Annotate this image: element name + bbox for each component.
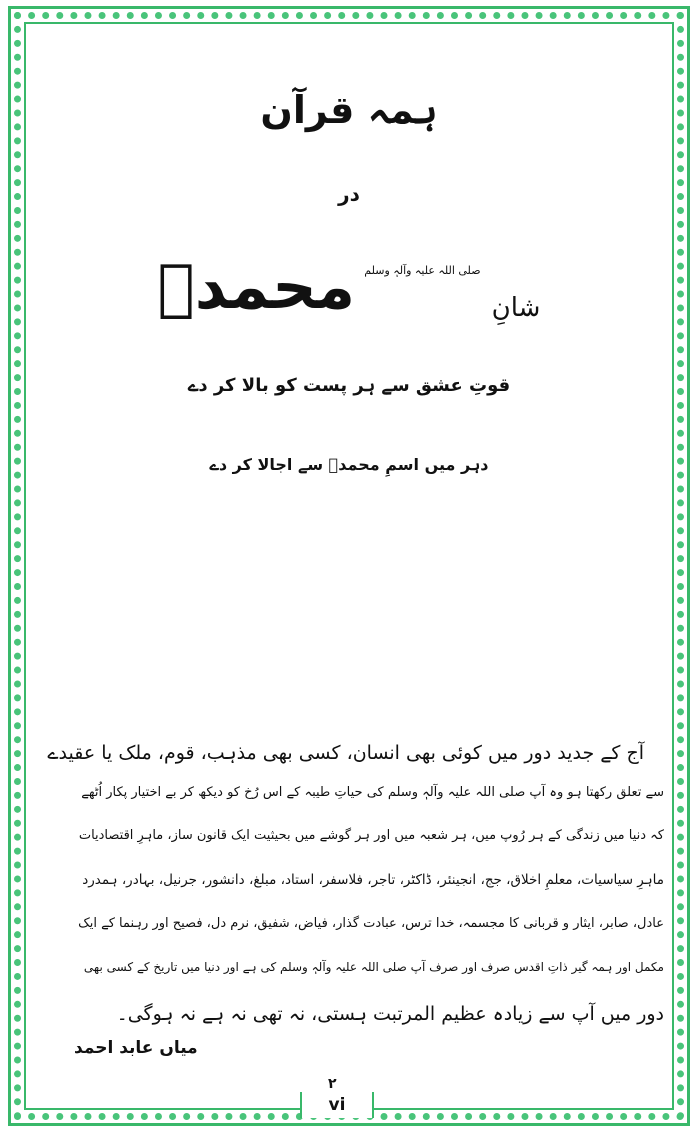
page-mark: ۲ — [328, 1076, 337, 1092]
paragraph-line: ماہرِ سیاسیات، معلمِ اخلاق، جج، انجینئر، ڈاکٹر، تاجر، فلاسفر، استاد، مبلغ، دانشور، جرنیل، بہادر، ہمدرد — [82, 872, 664, 888]
title-heading: ہمہ قرآن — [260, 88, 438, 132]
title-name-line — [34, 250, 664, 340]
page-number: vi — [300, 1092, 374, 1118]
paragraph-line: مکمل اور ہمہ گیر ذاتِ اقدس صرف اور صرف آپ صلی اللہ علیہ وآلہٖ وسلم کی ہے اور دنیا میں تاریخ کے کسی بھی — [83, 960, 664, 974]
paragraph-line: عادل، صابر، ایثار و قربانی کا مجسمہ، خدا ترس، عبادت گذار، فیاض، شفیق، نرم دل، فصیح اور رہنما کے ایک — [78, 916, 664, 931]
paragraph-line: دور میں آپ سے زیادہ عظیم المرتبت ہستی، نہ تھی نہ ہے نہ ہوگی۔ — [116, 1003, 664, 1025]
couplet-line-1: قوتِ عشق سے ہر پست کو بالا کر دے — [187, 375, 511, 396]
title-name: محمدؐ — [157, 250, 356, 323]
couplet-line-2: دہر میں اسمِ محمدؐ سے اجالا کر دے — [209, 455, 489, 474]
page-content — [34, 30, 664, 1100]
shan-prefix: شانِ — [491, 293, 541, 323]
paragraph-line: آج کے جدید دور میں کوئی بھی انسان، کسی بھی مذہب، قوم، ملک یا عقیدے — [47, 742, 644, 764]
paragraph-line: کہ دنیا میں زندگی کے ہر رُوپ میں، ہر شعبہ میں اور ہر گوشے میں بحیثیت ایک قانون ساز، ماہرِ اقتصادیات — [78, 828, 664, 843]
honorific-text: صلی اللہ علیہ وآلہٖ وسلم — [364, 264, 481, 277]
paragraph-line: سے تعلق رکھتا ہو وہ آپ صلی اللہ علیہ وآلہٖ وسلم کی حیاتِ طیبہ کے اس رُخ کو دیکھ کر بے اختیار پکار اُٹھے — [81, 785, 664, 800]
title-connector: در — [338, 182, 360, 206]
author-signature: میاں عابد احمد — [74, 1038, 198, 1058]
